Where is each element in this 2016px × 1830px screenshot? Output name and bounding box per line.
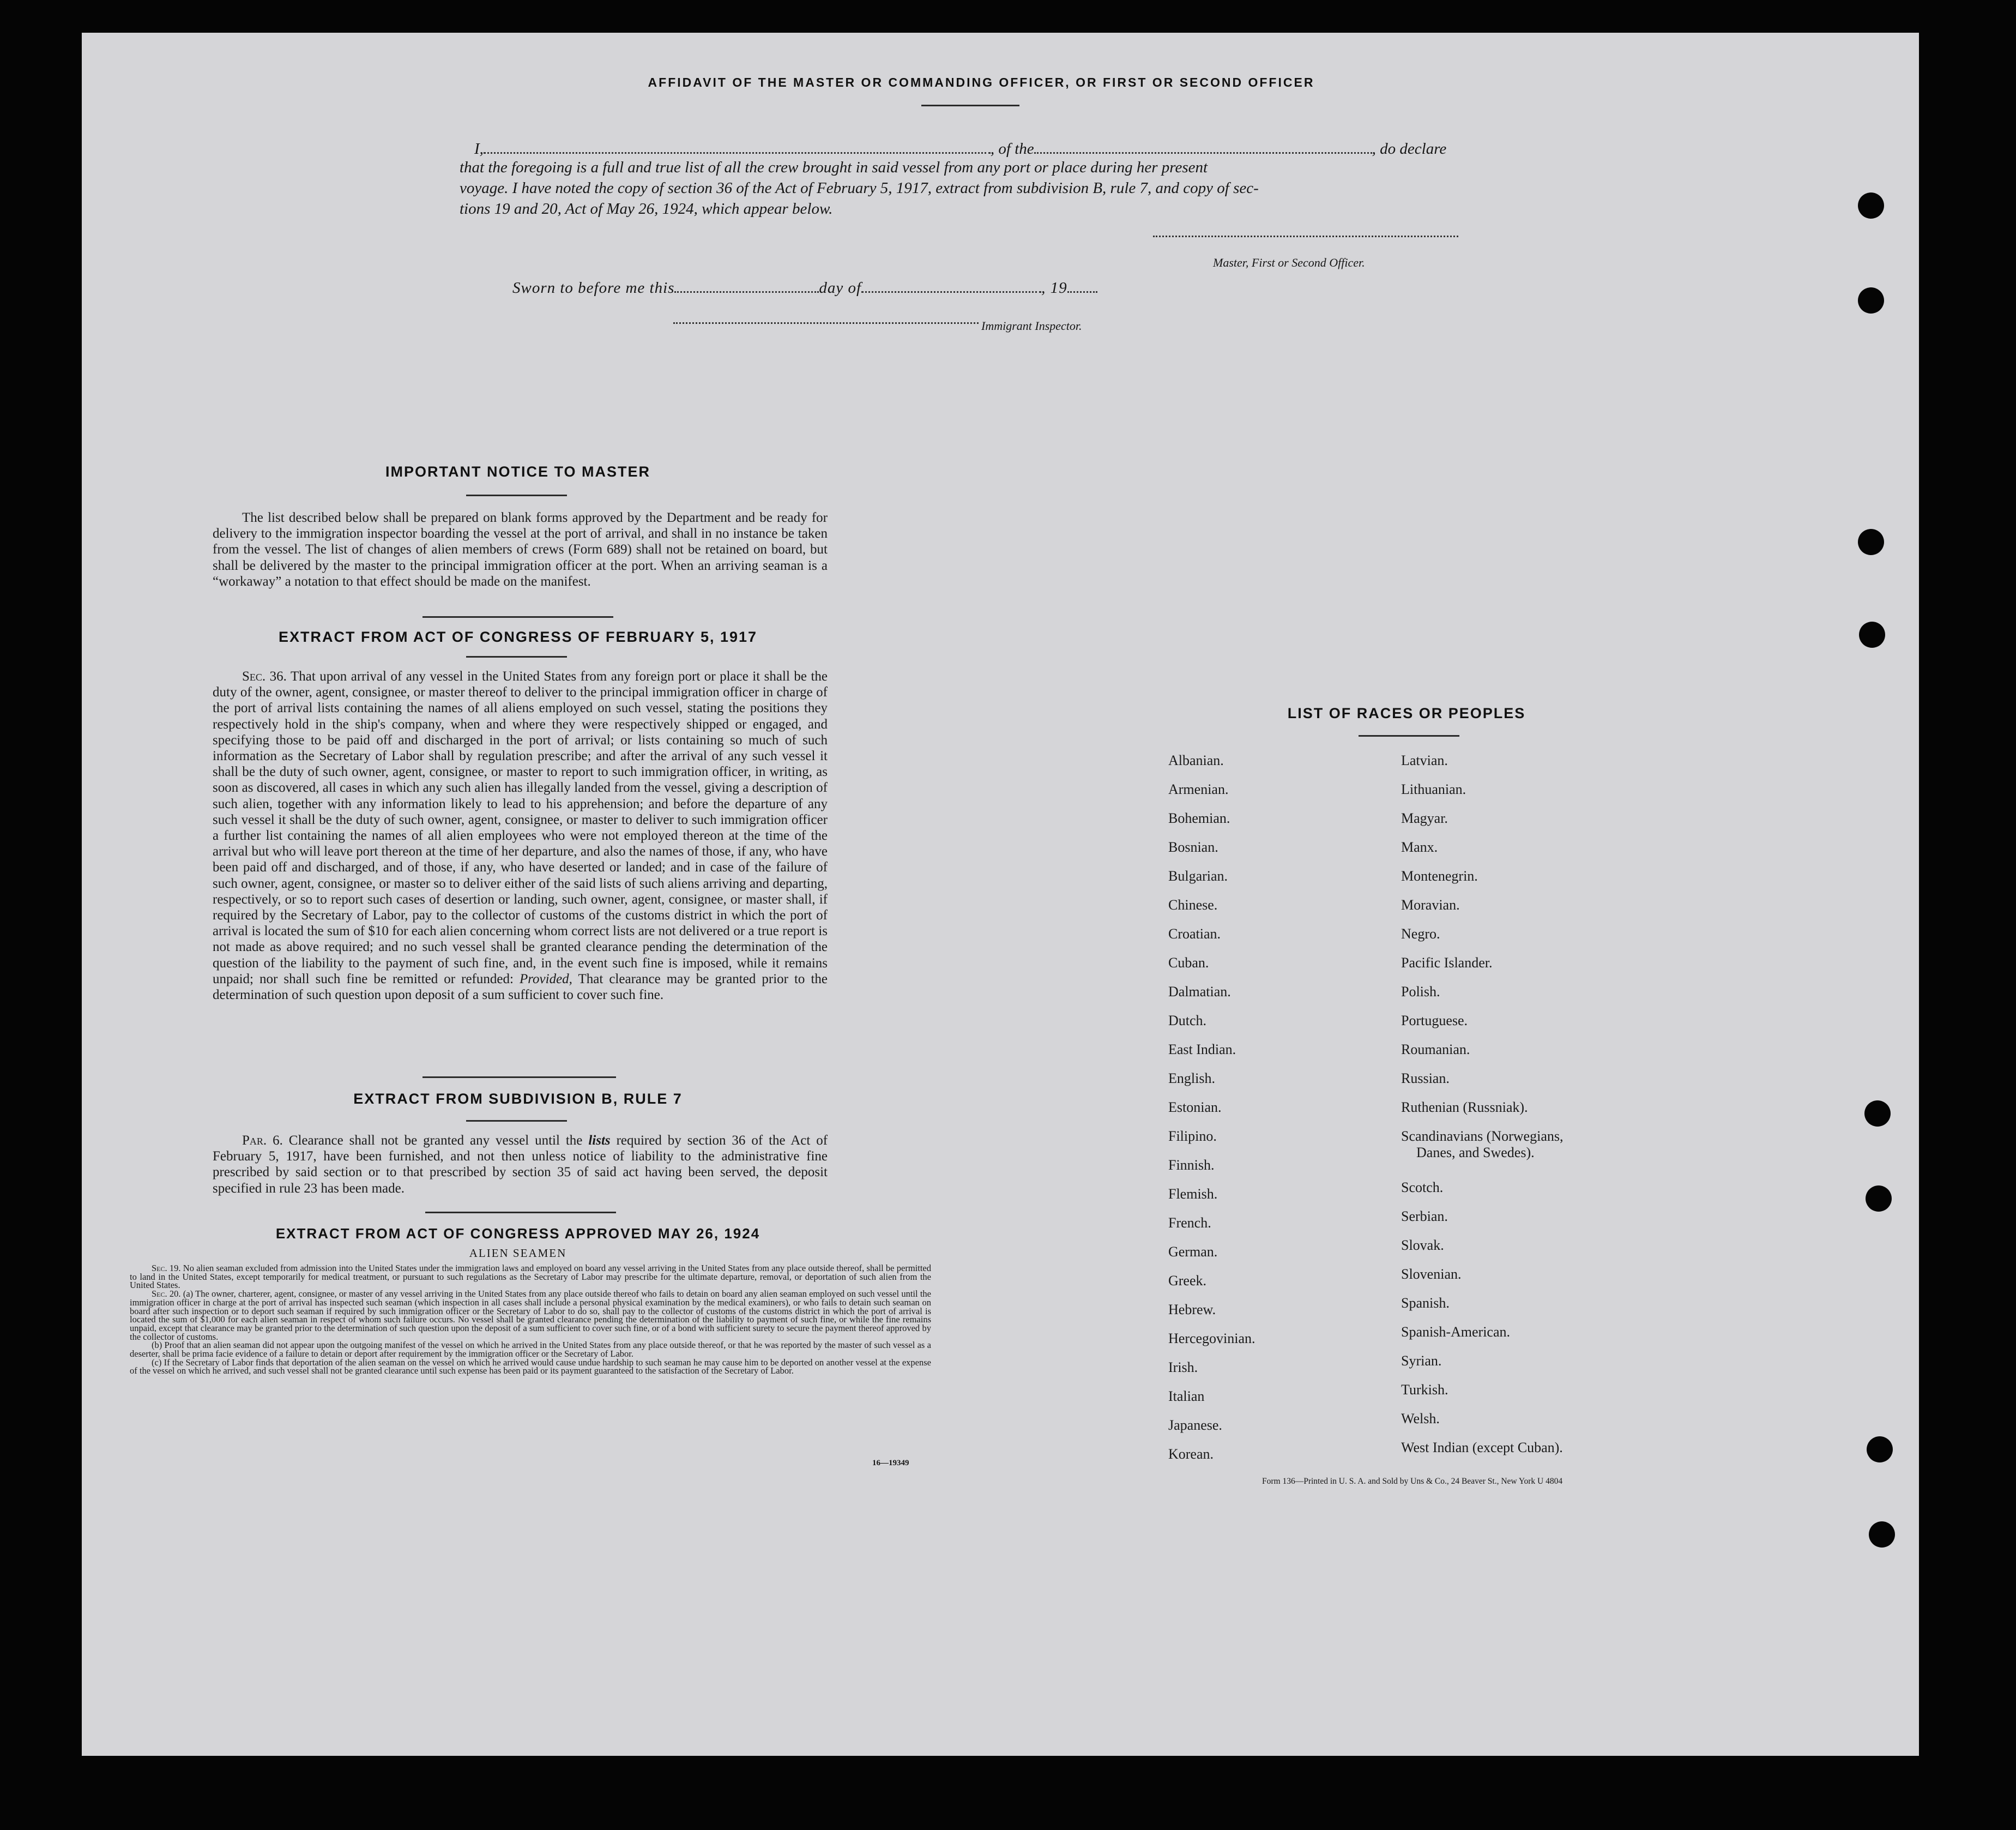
binder-hole <box>1858 529 1884 555</box>
binder-hole <box>1867 1436 1893 1462</box>
inspector-signature-line <box>673 322 979 324</box>
race-item: Estonian. <box>1168 1099 1222 1115</box>
race-item: Chinese. <box>1168 897 1218 913</box>
binder-hole <box>1866 1185 1892 1212</box>
name-blank-field <box>484 134 991 154</box>
affidavit-declare: , do declare <box>1372 140 1447 158</box>
race-item: Negro. <box>1401 926 1440 942</box>
section-20a-text: (a) The owner, charterer, agent, consignee, or master of any vessel arriving in the United States from any place outside thereof who fails to detain on board any alien seaman employed on such vessel until the immigration officer in charge at the port of arrival has inspected such seaman (which inspection in all cases shall include a personal physical examination by the medical examiners), or who fails to detain such seaman on board after such inspection or to deport such seaman if required by such immigration officer or the Secretary of Labor to do so, shall pay to the collector of customs of the customs district in which the port of arrival is located the sum of $1,000 for each alien seaman in respect of whom such failure occurs. No vessel shall be granted clearance pending the determination of the liability to payment of such fine, or while the fine remains unpaid, except that clearance may be granted prior to the determination of such question upon the deposit of a sum sufficient to cover such fine, or of a bond with sufficient surety to secure the payment thereof approved by the collector of customs. <box>130 1289 932 1342</box>
race-item: Moravian. <box>1401 897 1460 913</box>
section-20c-text: (c) If the Secretary of Labor finds that deportation of the alien seaman on the vessel on which he arrived would cause undue hardship to such seaman he may cause him to be deported on another vessel at the expense of the vessel on which he arrived, and such vessel shall not be granted clearance until such expense has been paid or its payment guaranteed to the satisfaction of the Secretary of Labor. <box>130 1357 931 1376</box>
race-item: Cuban. <box>1168 955 1209 971</box>
form-number: 16—19349 <box>872 1459 909 1467</box>
affidavit-of-the: , of the <box>990 140 1034 158</box>
divider <box>466 1120 567 1122</box>
race-item: Bulgarian. <box>1168 868 1228 884</box>
race-item: Turkish. <box>1401 1382 1448 1398</box>
races-title: LIST OF RACES OR PEOPLES <box>1287 705 1526 721</box>
sworn-month-blank <box>861 273 1041 293</box>
affidavit-line-3: voyage. I have noted the copy of section 36 of the Act of February 5, 1917, extract from subdivision B, rule 7, and copy of sec- <box>460 179 1259 197</box>
section-36-body: That upon arrival of any vessel in the United States from any foreign port or place it shall be the duty of the owner, agent, consignee, or master thereof to deliver to the principal immigration officer in charge of the port of arrival lists containing the names of all aliens employed on such vessel, stating the positions they respectively hold in the ship's company, when and where they were respectively shipped or engaged, and specifying those to be paid off and discharged in the port of arrival; or lists containing so much of such information as the Secretary of Labor shall by regulation prescribe; and after the arrival of any such vessel it shall be the duty of such owner, agent, consignee, or master to report to such immigration officer, in writing, as soon as discovered, all cases in which any such alien has illegally landed from the vessel, giving a description of such alien, together with any information likely to lead to his apprehension; and before the departure of any such vessel it shall be the duty of such owner, agent, consignee, or master to deliver to such immigration officer a further list containing the names of all alien employees who were not employed thereon at the time of the arrival but who will leave port thereon at the time of her departure, and also the names of those, if any, who have been paid off and discharged, and of those, if any, who have deserted or landed; and in case of the failure of such owner, agent, consignee, or master so to deliver either of the said lists of such aliens arriving and departing, respectively, or so to report such cases of desertion or landing, such owner, agent, consignee, or master shall, if required by the Secretary of Labor, pay to the collector of customs of the customs district in which the port of arrival is located the sum of $10 for each alien concerning whom correct lists are not delivered or a true report is not made as above required; and no such vessel shall be granted clearance pending the determination of the question of the liability to the payment of such fine, and, in the event such fine is imposed, while it remains unpaid; nor shall such fine be remitted or refunded: <box>213 669 828 986</box>
lists-word: lists <box>588 1133 611 1148</box>
section-36-label: Sec. 36. <box>242 669 287 684</box>
paragraph-6-label: Par. 6. <box>242 1133 283 1148</box>
race-item: Roumanian. <box>1401 1042 1470 1057</box>
sworn-day-of: day of <box>819 279 862 297</box>
race-item: Lithuanian. <box>1401 781 1466 797</box>
paragraph-6-text-a: Clearance shall not be granted any vessel until the <box>288 1133 583 1148</box>
race-item: Flemish. <box>1168 1186 1218 1202</box>
race-item: Armenian. <box>1168 781 1229 797</box>
sworn-year-blank <box>1067 273 1097 293</box>
race-item: Ruthenian (Russniak). <box>1401 1099 1528 1115</box>
affidavit-line-2: that the foregoing is a full and true list of all the crew brought in said vessel from any port or place during her present <box>460 159 1208 176</box>
race-item: English. <box>1168 1070 1215 1086</box>
rule-7-title: EXTRACT FROM SUBDIVISION B, RULE 7 <box>353 1091 683 1107</box>
race-item: Dutch. <box>1168 1013 1207 1028</box>
paragraph-6-text-b: required by section 36 of the Act of February 5, 1917, have been furnished, and not then unless notice of liability to the administrative fine prescribed by said section or to that prescribed by section 35 of said act having been served, the deposit specified in rule 23 has been made. <box>213 1133 828 1196</box>
race-item: Finnish. <box>1168 1157 1215 1173</box>
section-19-label: Sec. 19. <box>152 1263 181 1273</box>
inspector-label: Immigrant Inspector. <box>981 319 1082 333</box>
race-item: Irish. <box>1168 1359 1198 1375</box>
race-item: Russian. <box>1401 1070 1450 1086</box>
race-item: Dalmatian. <box>1168 984 1231 1000</box>
notice-paragraph: The list described below shall be prepared on blank forms approved by the Department and be ready for delivery to the immigration inspector boarding the vessel at the port of arrival, and shall in no instance be taken from the vessel. The list of changes of alien members of crews (Form 689) shall not be retained on board, but shall be delivered by the master to the principal immigration officer at the port. When an arriving seaman is a “workaway” a notation to that effect should be made on the manifest. <box>213 510 828 589</box>
race-item: Slovak. <box>1401 1237 1444 1253</box>
divider <box>466 656 567 658</box>
race-item: Hercegovinian. <box>1168 1331 1256 1346</box>
race-item: Latvian. <box>1401 753 1448 768</box>
binder-hole <box>1859 622 1885 648</box>
race-item: Italian <box>1168 1388 1205 1404</box>
race-item: Bosnian. <box>1168 839 1218 855</box>
act-1924-title: EXTRACT FROM ACT OF CONGRESS APPROVED MAY 26, 1924 <box>275 1225 760 1242</box>
act-1917-text <box>213 669 828 1003</box>
divider <box>425 1212 616 1213</box>
provided-label: Provided, <box>519 971 572 986</box>
master-signature-label: Master, First or Second Officer. <box>1213 256 1365 269</box>
races-left-column <box>1168 746 1256 1468</box>
affidavit-i: I, <box>474 140 484 158</box>
races-right-column <box>1401 746 1563 1462</box>
act-1924-text <box>130 1264 931 1375</box>
section-36-ending: That clearance may be granted prior to the determination of such question upon deposit of a sum sufficient to cover such fine. <box>213 971 828 1003</box>
race-item: Hebrew. <box>1168 1302 1216 1317</box>
affidavit-line-4: tions 19 and 20, Act of May 26, 1924, which appear below. <box>460 200 833 218</box>
section-19-text: No alien seaman excluded from admission into the United States under the immigration laws and employed on board any vessel arriving in the United States from any place outside thereof, shall be permitted to land in the United States, except temporarily for medical treatment, or pursuant to such regulations as the Secretary of Labor may prescribe for the ultimate departure, removal, or deportation of such alien from the United States. <box>130 1263 931 1291</box>
race-item: Bohemian. <box>1168 810 1230 826</box>
section-20b-text: (b) Proof that an alien seaman did not appear upon the outgoing manifest of the vessel on which he arrived in the United States from any place outside thereof, or that he was reported by the master of such vessel as a deserter, shall be prima facie evidence of a failure to detain or deport after requirement by the immigration officer or the Secretary of Labor. <box>130 1340 931 1359</box>
race-item: West Indian (except Cuban). <box>1401 1440 1563 1455</box>
divider <box>422 1076 616 1078</box>
race-item: Portuguese. <box>1401 1013 1468 1028</box>
section-20-label: Sec. 20. <box>152 1289 181 1299</box>
notice-title: IMPORTANT NOTICE TO MASTER <box>385 463 650 480</box>
race-item: Manx. <box>1401 839 1438 855</box>
race-item: Montenegrin. <box>1401 868 1478 884</box>
printer-imprint: Form 136—Printed in U. S. A. and Sold by Uns & Co., 24 Beaver St., New York U 4804 <box>1262 1477 1563 1486</box>
rule-7-text <box>213 1133 828 1196</box>
race-item: Polish. <box>1401 984 1440 1000</box>
vessel-blank-field <box>1034 134 1372 154</box>
race-item: Croatian. <box>1168 926 1221 942</box>
sworn-day-blank <box>674 273 819 293</box>
divider <box>466 495 567 496</box>
race-item: Scotch. <box>1401 1179 1444 1195</box>
binder-hole <box>1864 1100 1891 1127</box>
race-item: Greek. <box>1168 1273 1207 1289</box>
affidavit-title: AFFIDAVIT OF THE MASTER OR COMMANDING OFFICER, OR FIRST OR SECOND OFFICER <box>648 75 1315 89</box>
race-item: Magyar. <box>1401 810 1448 826</box>
race-item: Japanese. <box>1168 1417 1222 1433</box>
sworn-year: , 19 <box>1041 279 1067 297</box>
race-item: Slovenian. <box>1401 1266 1462 1282</box>
race-item-line: Danes, and Swedes). <box>1416 1145 1535 1160</box>
race-item-line: Scandinavians (Norwegians, <box>1401 1128 1564 1144</box>
race-item: French. <box>1168 1215 1211 1231</box>
race-item: Serbian. <box>1401 1208 1448 1224</box>
divider <box>422 616 613 618</box>
race-item: Pacific Islander. <box>1401 955 1493 971</box>
master-signature-line <box>1153 236 1458 237</box>
binder-hole <box>1858 287 1884 314</box>
race-item: Korean. <box>1168 1446 1214 1462</box>
race-item: Filipino. <box>1168 1128 1217 1144</box>
affidavit-declaration-line <box>474 134 1488 158</box>
binder-hole <box>1858 192 1884 219</box>
race-item: East Indian. <box>1168 1042 1236 1057</box>
sworn-prefix: Sworn to before me this <box>512 279 675 297</box>
notice-text <box>213 510 828 589</box>
act-1917-title: EXTRACT FROM ACT OF CONGRESS OF FEBRUARY 5, 1917 <box>278 629 758 645</box>
race-item-scandinavians <box>1401 1122 1563 1173</box>
race-item: Spanish. <box>1401 1295 1450 1311</box>
race-item: German. <box>1168 1244 1218 1260</box>
race-item: Albanian. <box>1168 753 1224 768</box>
race-item: Syrian. <box>1401 1353 1442 1369</box>
sworn-line <box>512 273 1097 297</box>
divider <box>921 105 1019 106</box>
race-item: Welsh. <box>1401 1411 1440 1426</box>
race-item: Spanish-American. <box>1401 1324 1511 1340</box>
divider <box>1359 735 1459 737</box>
act-1924-subtitle: ALIEN SEAMEN <box>469 1247 567 1260</box>
binder-hole <box>1869 1521 1895 1548</box>
